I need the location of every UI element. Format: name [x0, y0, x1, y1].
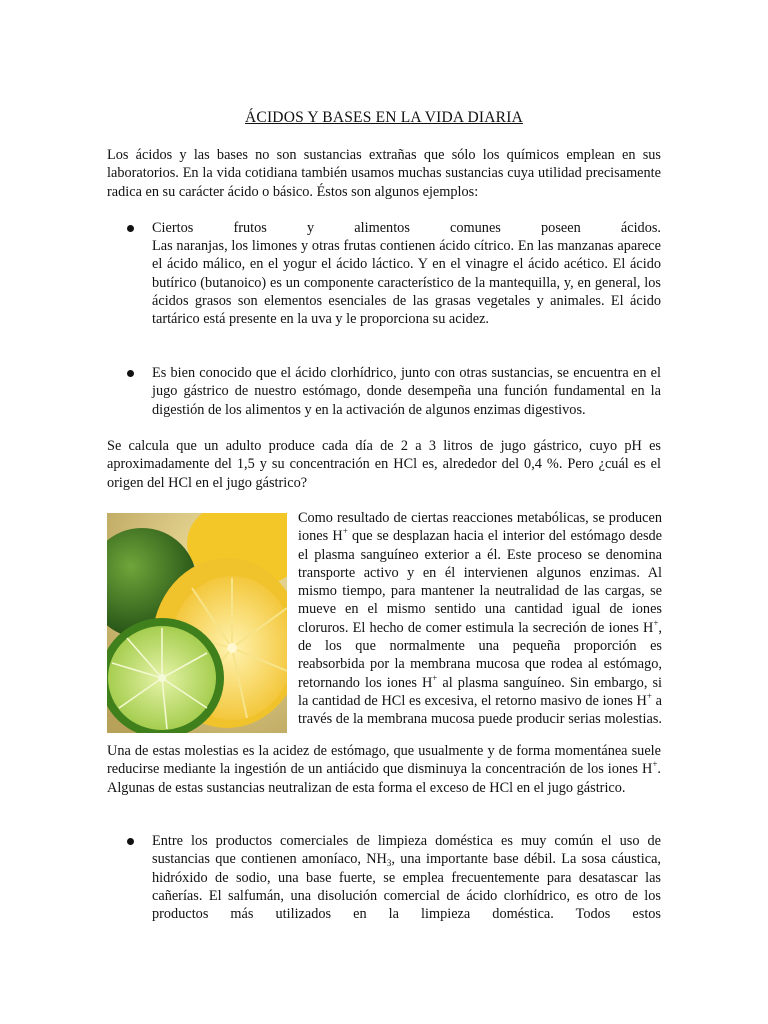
- bullet-icon: [127, 225, 134, 232]
- ph-paragraph: Se calcula que un adulto produce cada día de 2 a 3 litros de jugo gástrico, cuyo pH es aproximadamente del 1,5 y su concentración en HCl es, alrededor del 0,4 %. Pero ¿cuál es el origen del HCl en el jugo gástrico?: [107, 438, 661, 491]
- bullet3-text: [152, 832, 661, 923]
- side-text-2: que se desplazan hacia el interior del estómago desde el plasma sanguíneo exterior a él. Este proceso se denomina transporte activo y en él intervienen algunos enzimas. Al mismo tiempo, para mantener la neutralidad de las cargas, se mueve en el mismo sentido una cantidad igual de iones cloruros. El hecho de comer estimula la secreción de iones H: [298, 528, 662, 636]
- page-title: ÁCIDOS Y BASES EN LA VIDA DIARIA: [245, 109, 523, 126]
- superscript-plus: +: [432, 672, 438, 683]
- intro-paragraph: Los ácidos y las bases no son sustancias extrañas que sólo los químicos emplean en sus laboratorios. En la vida cotidiana también usamos muchas sustancias cuya utilidad precisamente radica en su carácter ácido o básico. Éstos son algunos ejemplos:: [107, 147, 661, 200]
- bullet2-text: Es bien conocido que el ácido clorhídrico, junto con otras sustancias, se encuentra en el jugo gástrico de nuestro estómago, donde desempeña una función fundamental en la digestión de los alimentos y en la activación de algunos enzimas digestivos.: [152, 365, 661, 418]
- subscript-3: 3: [386, 858, 392, 869]
- bullet1-text: Las naranjas, los limones y otras frutas contienen ácido cítrico. En las manzanas aparece el ácido málico, en el yogur el ácido láctico. Y en el vinagre el ácido acético. El ácido butírico (butanoico) es un componente característico de la mantequilla, y, en general, los ácidos grasos son elementos esenciales de las grasas vegetales y animales. El ácido tartárico está presente en la uva y le proporciona su acidez.: [152, 238, 661, 328]
- bullet3-text-2: , una importante base débil. La sosa cáustica, hidróxido de sodio, una base fuerte, se emplea frecuentemente para desatascar las cañerías. El salfumán, una disolución comercial de ácido clorhídrico, es otro de los productos más utilizados en la limpieza doméstica. Todos estos: [152, 851, 661, 923]
- side-text-1: Como resultado de ciertas reacciones metabólicas, se producen iones H: [298, 510, 662, 545]
- side-text-3: , de los que normalmente una pequeña proporción es reabsorbida por la membrana mucosa que rodea al estómago, retornando los iones H: [298, 619, 662, 691]
- bullet1-first-line: Ciertos frutos y alimentos comunes poseen ácidos.: [152, 220, 661, 236]
- acidity-paragraph: [107, 742, 661, 797]
- citrus-illustration: [107, 513, 287, 733]
- bullet3-text-1: Entre los productos comerciales de limpieza doméstica es muy común el uso de sustancias que contienen amoníaco, NH: [152, 833, 661, 868]
- bullet-icon: [127, 370, 134, 377]
- acidity-text-2: . Algunas de estas sustancias neutralizan de esta forma el exceso de HCl en el jugo gástrico.: [107, 761, 661, 796]
- superscript-plus: +: [653, 617, 659, 628]
- superscript-plus: +: [342, 526, 348, 537]
- citrus-fruits-image: [107, 513, 287, 733]
- bullet-icon: [127, 838, 134, 845]
- side-text-5: a través de la membrana mucosa puede producir serias molestias.: [298, 692, 662, 728]
- acidity-text-1: Una de estas molestias es la acidez de estómago, que usualmente y de forma momentánea suele reducirse mediante la ingestión de un antiácido que disminuya la concentración de los iones H: [107, 743, 661, 778]
- side-text-4: al plasma sanguíneo. Sin embargo, si la cantidad de HCl es excesiva, el retorno masivo de iones H: [298, 674, 662, 709]
- superscript-plus: +: [646, 690, 652, 701]
- superscript-plus: +: [652, 759, 658, 770]
- side-paragraph: [298, 509, 662, 729]
